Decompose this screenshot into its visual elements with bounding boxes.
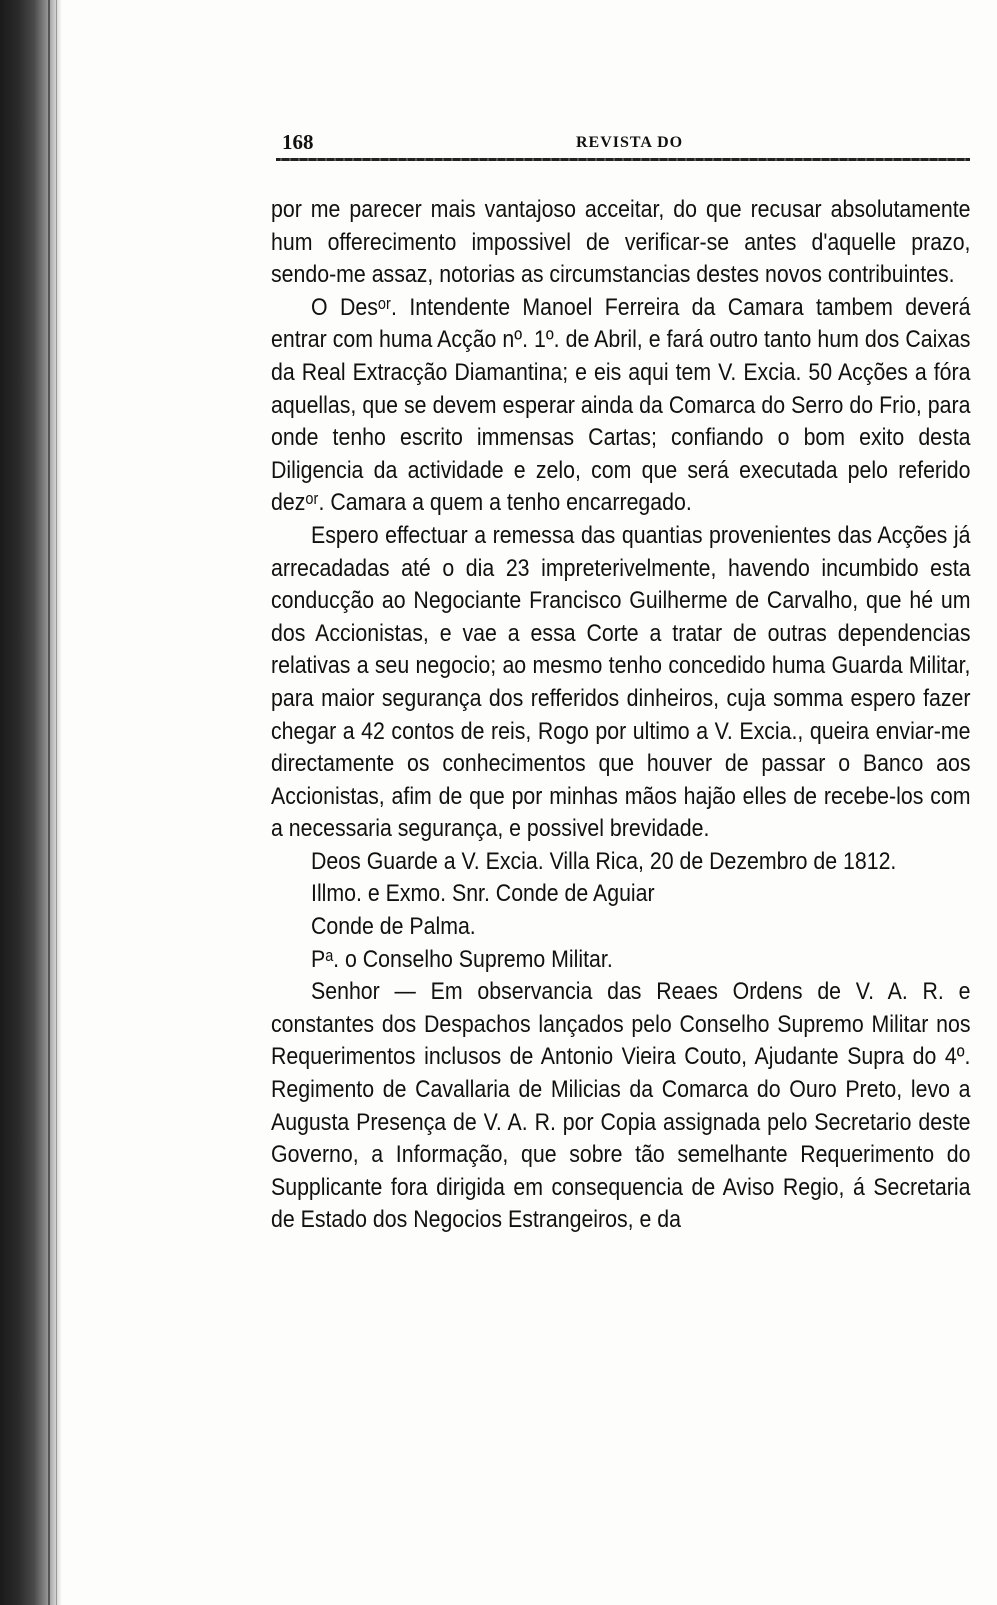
recipient-line: Pᵃ. o Conselho Supremo Militar. [311,945,613,973]
paragraph: Deos Guarde a V. Excia. Villa Rica, 20 de Dezembro de 1812. [311,847,897,875]
header-rule [276,158,970,161]
body-text [271,194,970,1237]
binding-edge-line [48,0,50,1605]
paragraph: Senhor — Em observancia das Reaes Ordens de V. A. R. e constantes dos Despachos lançados pelo Conselho Supremo Militar nos Requerimentos inclusos de Antonio Vieira Couto, Ajudante Supra do 4º. Regimento de Cavallaria de Milicias da Comarca do Ouro Preto, levo a Augusta Presença de V. A. R. por Copia assignada pelo Secretario deste Governo, a Informação, que sobre tão semelhante Requerimento do Supplicante fora dirigida em consequencia de Aviso Regio, á Secretaria de Estado dos Negocios Estrangeiros, e da [271,978,971,1234]
paragraph: Espero effectuar a remessa das quantias provenientes das Acções já arrecadadas até o dia 23 impreterivelmente, havendo incumbido esta conducção ao Negociante Francisco Guilherme de Carvalho, que hé um dos Accionistas, e vae a essa Corte a tratar de outras dependencias relativas a seu negocio; ao mesmo tenho concedido huma Guarda Militar, para maior segurança dos refferidos dinheiros, cuja somma espero fazer chegar a 42 contos de reis, Rogo por ultimo a V. Excia., queira enviar-me directamente os conhecimentos que houver de passar o Banco aos Accionistas, afim de que por minhas mãos hajão elles de recebe-los com a necessaria segurança, e possivel brevidade. [271,521,971,843]
page-header [276,130,970,164]
page-number: 168 [282,130,314,154]
paragraph: por me parecer mais vantajoso acceitar, do que recusar absolutamente hum offerecimento impossivel de verificar-se antes d'aquelle prazo, sendo-me assaz, notorias as circumstancias destes novos contribuintes. [271,196,971,289]
running-title: REVISTA DO [576,134,684,151]
book-binding-shadow [0,0,62,1605]
addressee-line: Illmo. e Exmo. Snr. Conde de Aguiar [311,880,655,908]
paragraph: O Desᵒʳ. Intendente Manoel Ferreira da Camara tambem deverá entrar com huma Acção nº. 1º. de Abril, e fará outro tanto hum dos Caixas da Real Extracção Diamantina; e eis aqui tem V. Excia. 50 Acções a fóra aquellas, que se devem esperar ainda da Comarca do Serro do Frio, para onde tenho escrito immensas Cartas; confiando o bom exito desta Diligencia da actividade e zelo, com que será executada pelo referido dezᵒʳ. Camara a quem a tenho encarregado. [271,293,971,517]
signature-line: Conde de Palma. [311,913,476,941]
binding-edge-line [56,0,57,1605]
